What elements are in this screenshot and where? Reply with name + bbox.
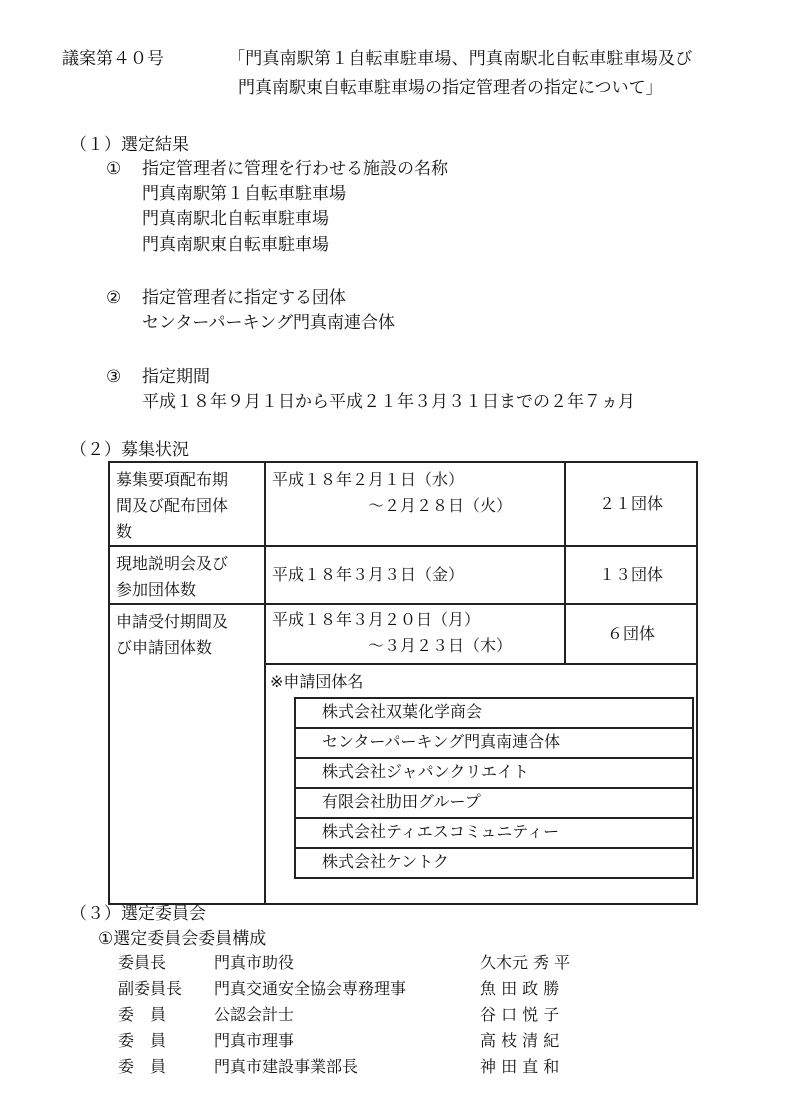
member-name: 神 田 直 和 (480, 1057, 560, 1076)
row-count: ６団体 (565, 604, 697, 664)
member-name: 魚 田 政 勝 (480, 979, 560, 998)
section1-heading: （１）選定結果 (70, 135, 189, 155)
recruitment-table (108, 461, 698, 905)
applicant-list (294, 697, 694, 879)
row-count: １３団体 (565, 546, 697, 604)
item3-label: 指定期間 (142, 367, 210, 387)
member-name: 久木元 秀 平 (480, 953, 571, 972)
list-item: 有限会社肋田グループ (295, 788, 693, 818)
committee-member (0, 978, 800, 1000)
member-role: 委 員 (118, 1031, 167, 1050)
list-item: 株式会社ケントク (295, 848, 693, 878)
member-position: 門真市理事 (214, 1031, 295, 1050)
list-item: センターパーキング門真南連合体 (295, 728, 693, 758)
row-label: 募集要項配布期 間及び配布団体 数 (109, 462, 265, 546)
list-item: 株式会社ジャパンクリエイト (295, 758, 693, 788)
member-role: 委員長 (118, 953, 167, 972)
member-name: 高 枝 清 紀 (480, 1031, 560, 1050)
row-period: 平成１８年３月３日（金） (265, 546, 565, 604)
row-count: ２１団体 (565, 462, 697, 546)
applicants-cell (265, 664, 697, 904)
item3-marker: ③ (106, 367, 122, 387)
row-label: 申請受付期間及 び申請団体数 (109, 604, 265, 904)
member-role: 委 員 (118, 1005, 167, 1024)
row-period: 平成１８年２月１日（水） ～２月２８日（火） (265, 462, 565, 546)
bill-number: 議案第４０号 (62, 49, 164, 69)
table-row (109, 546, 697, 604)
member-name: 谷 口 悦 子 (480, 1005, 560, 1024)
item2-marker: ② (106, 288, 122, 308)
facility-name: 門真南駅東自転車駐車場 (142, 235, 329, 255)
row-label: 現地説明会及び 参加団体数 (109, 546, 265, 604)
committee-member (0, 1004, 800, 1026)
member-position: 公認会計士 (214, 1005, 295, 1024)
table-row (109, 604, 697, 664)
row-period: 平成１８年３月２０日（月） ～３月２３日（木） (265, 604, 565, 664)
designated-org: センターパーキング門真南連合体 (142, 313, 395, 333)
title-line-2: 門真南駅東自転車駐車場の指定管理者の指定について」 (238, 78, 663, 98)
committee-member (0, 952, 800, 974)
section3-subheading: ①選定委員会委員構成 (98, 929, 267, 949)
table-row (109, 462, 697, 546)
committee-member (0, 1056, 800, 1078)
list-item: 株式会社双葉化学商会 (295, 698, 693, 728)
section2-heading: （２）募集状況 (70, 440, 189, 460)
item1-marker: ① (106, 159, 122, 179)
title-line-1: 「門真南駅第１自転車駐車場、門真南駅北自転車駐車場及び (228, 49, 693, 69)
facility-name: 門真南駅北自転車駐車場 (142, 209, 329, 229)
item1-label: 指定管理者に管理を行わせる施設の名称 (142, 159, 448, 179)
member-position: 門真交通安全協会専務理事 (214, 979, 407, 998)
member-role: 委 員 (118, 1057, 167, 1076)
committee-member (0, 1030, 800, 1052)
member-role: 副委員長 (118, 979, 183, 998)
section3-heading: （３）選定委員会 (70, 904, 206, 924)
item2-label: 指定管理者に指定する団体 (142, 288, 346, 308)
list-item: 株式会社ティエスコミュニティー (295, 818, 693, 848)
member-position: 門真市助役 (214, 953, 295, 972)
member-position: 門真市建設事業部長 (214, 1057, 359, 1076)
applicants-label: ※申請団体名 (270, 672, 364, 691)
facility-name: 門真南駅第１自転車駐車場 (142, 184, 346, 204)
designation-period: 平成１８年９月１日から平成２１年３月３１日までの２年７ヵ月 (142, 392, 635, 412)
